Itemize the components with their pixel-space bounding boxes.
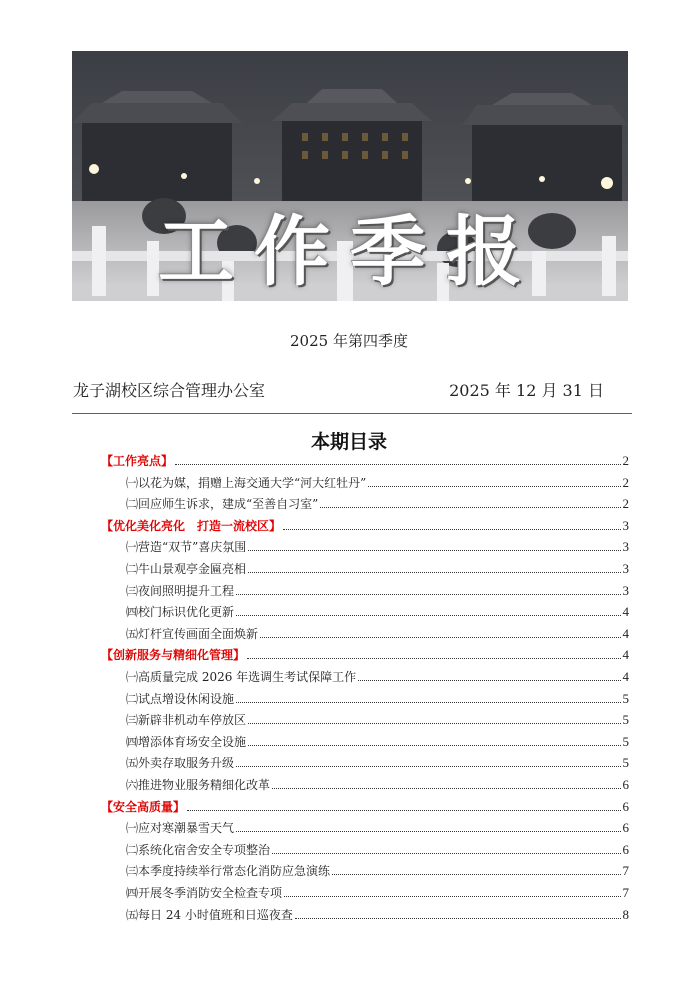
cover-banner-image bbox=[72, 51, 628, 301]
toc-entry-label: ㈡试点增设休闲设施 bbox=[126, 691, 235, 706]
toc-page-number: 6 bbox=[622, 820, 629, 836]
toc-page-number: 2 bbox=[622, 453, 629, 468]
toc-dot-leader bbox=[187, 797, 620, 811]
toc-item-entry[interactable] bbox=[126, 710, 629, 730]
toc-dot-leader bbox=[236, 818, 620, 832]
toc-item-entry[interactable] bbox=[126, 689, 629, 709]
header-divider bbox=[72, 413, 632, 414]
toc-entry-label: 【优化美化亮化 打造一流校区】 bbox=[101, 518, 282, 533]
toc-dot-leader bbox=[236, 581, 620, 595]
toc-page-number: 2 bbox=[622, 474, 629, 490]
toc-page-number: 4 bbox=[622, 669, 629, 684]
organization-name: 龙子湖校区综合管理办公室 bbox=[73, 381, 266, 400]
toc-page-number: 6 bbox=[622, 798, 629, 814]
toc-page-number: 3 bbox=[622, 561, 629, 576]
toc-entry-label: ㈣开展冬季消防安全检查专项 bbox=[126, 886, 283, 900]
toc-page-number: 3 bbox=[622, 539, 629, 555]
toc-item-entry[interactable] bbox=[126, 883, 629, 903]
toc-item-entry[interactable] bbox=[126, 602, 629, 622]
toc-dot-leader bbox=[358, 667, 620, 681]
issue-date: 2025 年 12 月 31 日 bbox=[449, 381, 604, 400]
toc-entry-label: ㈣增添体育场安全设施 bbox=[126, 734, 247, 749]
toc-section-entry[interactable] bbox=[101, 516, 629, 536]
toc-page-number: 4 bbox=[622, 604, 629, 620]
toc-entry-label: ㈠高质量完成 2026 年选调生考试保障工作 bbox=[126, 670, 357, 684]
issue-quarter: 2025 年第四季度 bbox=[290, 332, 408, 350]
toc-dot-leader bbox=[260, 624, 620, 638]
toc-entry-label: ㈣校门标识优化更新 bbox=[126, 605, 235, 620]
toc-entry-label: ㈤每日 24 小时值班和日巡夜查 bbox=[126, 907, 293, 922]
toc-page-number: 5 bbox=[622, 712, 629, 728]
toc-dot-leader bbox=[248, 559, 620, 573]
toc-item-entry[interactable] bbox=[126, 732, 629, 752]
toc-item-entry[interactable] bbox=[126, 559, 629, 579]
toc-entry-label: ㈤外卖存取服务升级 bbox=[126, 756, 235, 771]
toc-item-entry[interactable] bbox=[126, 624, 629, 644]
toc-entry-label: ㈡牛山景观亭金匾亮相 bbox=[126, 562, 247, 576]
toc-page-number: 4 bbox=[622, 647, 629, 663]
toc-item-entry[interactable] bbox=[126, 494, 629, 514]
toc-dot-leader bbox=[236, 602, 620, 616]
toc-entry-label: ㈠以花为媒，捐赠上海交通大学“河大红牡丹” bbox=[126, 475, 367, 490]
toc-section-entry[interactable] bbox=[101, 451, 629, 471]
toc-item-entry[interactable] bbox=[126, 581, 629, 601]
toc-item-entry[interactable] bbox=[126, 537, 629, 557]
toc-dot-leader bbox=[272, 840, 620, 854]
toc-entry-label: ㈥推进物业服务精细化改革 bbox=[126, 778, 271, 792]
toc-entry-label: ㈠营造“双节”喜庆氛围 bbox=[126, 540, 247, 555]
toc-dot-leader bbox=[320, 494, 620, 508]
toc-page-number: 5 bbox=[622, 733, 629, 749]
toc-page-number: 5 bbox=[622, 755, 629, 771]
toc-item-entry[interactable] bbox=[126, 840, 629, 860]
toc-item-entry[interactable] bbox=[126, 753, 629, 773]
toc-dot-leader bbox=[332, 861, 620, 875]
toc-page-number: 7 bbox=[622, 885, 629, 900]
toc-page-number: 5 bbox=[622, 690, 629, 706]
toc-entry-label: 【安全高质量】 bbox=[101, 799, 186, 814]
toc-title: 本期目录 bbox=[310, 431, 387, 453]
banner-title: 工作季报 bbox=[158, 207, 542, 296]
toc-item-entry[interactable] bbox=[126, 473, 629, 493]
toc-dot-leader bbox=[248, 710, 620, 724]
toc-entry-label: ㈠应对寒潮暴雪天气 bbox=[126, 821, 235, 836]
toc-entry-label: 【创新服务与精细化管理】 bbox=[101, 648, 246, 663]
toc-dot-leader bbox=[272, 775, 620, 789]
toc-item-entry[interactable] bbox=[126, 818, 629, 838]
toc-page-number: 6 bbox=[622, 777, 629, 792]
toc-dot-leader bbox=[248, 537, 620, 551]
toc-page-number: 3 bbox=[622, 582, 629, 598]
toc-dot-leader bbox=[175, 451, 620, 465]
toc-dot-leader bbox=[236, 689, 620, 703]
toc-section-entry[interactable] bbox=[101, 797, 629, 817]
toc-entry-label: ㈡回应师生诉求，建成“至善自习室” bbox=[126, 497, 319, 512]
toc-item-entry[interactable] bbox=[126, 775, 629, 795]
toc-item-entry[interactable] bbox=[126, 667, 629, 687]
toc-dot-leader bbox=[248, 732, 620, 746]
toc-dot-leader bbox=[247, 645, 620, 659]
toc-page-number: 3 bbox=[622, 517, 629, 533]
toc-entry-label: ㈢本季度持续举行常态化消防应急演练 bbox=[126, 864, 331, 879]
toc-dot-leader bbox=[368, 473, 620, 487]
toc-dot-leader bbox=[283, 516, 620, 530]
toc-entry-label: 【工作亮点】 bbox=[101, 454, 174, 468]
toc-entry-label: ㈡系统化宿舍安全专项整治 bbox=[126, 842, 271, 857]
toc-page-number: 6 bbox=[622, 841, 629, 857]
toc-item-entry[interactable] bbox=[126, 861, 629, 881]
toc-dot-leader bbox=[295, 905, 621, 919]
toc-section-entry[interactable] bbox=[101, 645, 629, 665]
toc-entry-label: ㈤灯杆宣传画面全面焕新 bbox=[126, 626, 259, 641]
toc-page-number: 7 bbox=[622, 863, 629, 879]
toc-page-number: 2 bbox=[622, 496, 629, 512]
toc-entry-label: ㈢新辟非机动车停放区 bbox=[126, 713, 247, 728]
toc-dot-leader bbox=[284, 883, 620, 897]
toc-page-number: 4 bbox=[622, 625, 629, 641]
toc-entry-label: ㈢夜间照明提升工程 bbox=[126, 583, 235, 598]
toc-item-entry[interactable] bbox=[126, 905, 629, 925]
toc-dot-leader bbox=[236, 753, 620, 767]
toc-page-number: 8 bbox=[622, 906, 629, 922]
